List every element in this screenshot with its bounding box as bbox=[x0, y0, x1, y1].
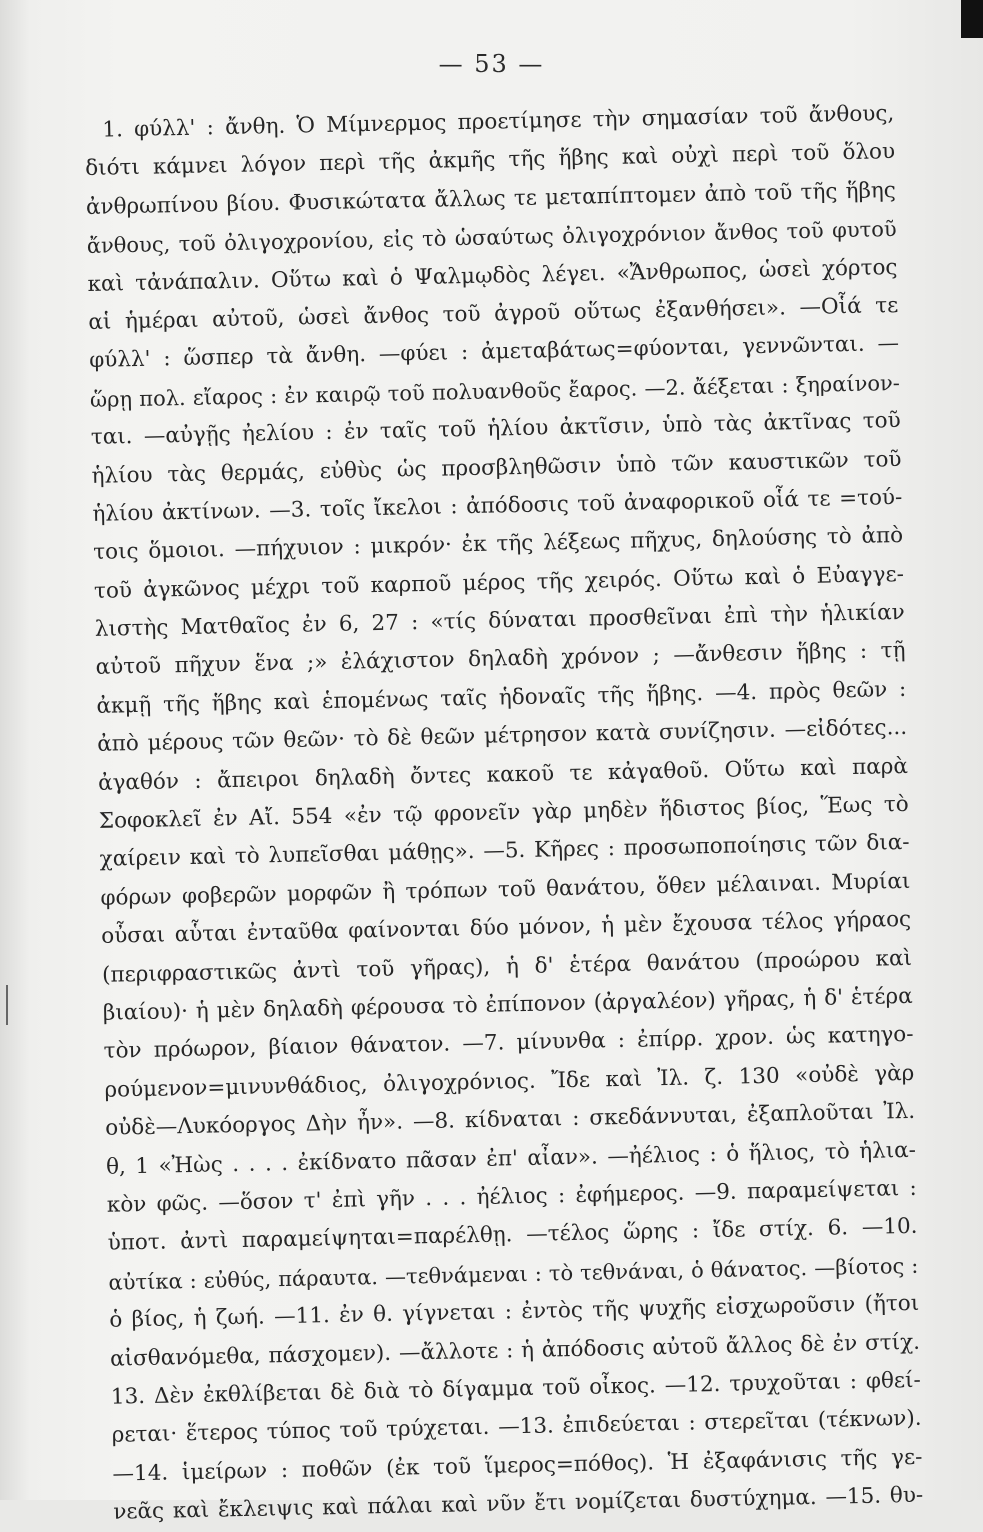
text-line: αὐτίκα : εὐθύς, πάραυτα. —τεθνάμεναι : τὸ τεθνάναι, ὁ θάνατος. —βίοτος : bbox=[108, 1253, 919, 1295]
page-number: — 53 — bbox=[438, 50, 545, 78]
text-line: ἀπὸ μέρους τῶν θεῶν· τὸ δὲ θεῶν μέτρησον κατὰ συνίζησιν. —εἰδότες... bbox=[96, 715, 908, 758]
text-line: ἡλίου τὰς θερμάς, εὐθὺς ὡς προσβληθῶσιν ὑπὸ τῶν καυστικῶν τοῦ bbox=[91, 446, 902, 489]
text-line: τὸν πρόωρον, βίαιον θάνατον. —7. μίνυνθα : ἐπίρρ. χρον. ὡς κατηγο- bbox=[103, 1022, 914, 1065]
text-line: αὐτοῦ πῆχυν ἕνα ;» ἐλάχιστον δηλαδὴ χρόνον ; —ἄνθεσιν ἥβης : τῇ bbox=[95, 638, 906, 681]
text-line: κὸν φῶς. —ὅσον τ' ἐπὶ γῆν . . . ἠέλιος : ἐφήμερος. —9. παραμείψεται : bbox=[106, 1175, 917, 1218]
text-line: τοῦ ἀγκῶνος μέχρι τοῦ καρποῦ μέρος τῆς χειρός. Οὕτω καὶ ὁ Εὐαγγε- bbox=[93, 561, 905, 604]
text-line: οὖσαι αὗται ἐνταῦθα φαίνονται δύο μόνον, ἡ μὲν ἔχουσα τέλος γήραος bbox=[101, 907, 912, 950]
text-line: ἀκμῇ τῆς ἥβης καὶ ἑπομένως ταῖς ἡδοναῖς τῆς ἥβης. —4. πρὸς θεῶν : bbox=[96, 676, 907, 719]
text-line: 1. φύλλ' : ἄνθη. Ὁ Μίμνερμος προετίμησε τὴν σημασίαν τοῦ ἄνθους, bbox=[102, 101, 895, 143]
text-line: αἱ ἡμέραι αὐτοῦ, ὡσεὶ ἄνθος τοῦ ἀγροῦ οὕτως ἐξανθήσει». —Οἷά τε bbox=[88, 292, 899, 335]
text-line: καὶ τἀνάπαλιν. Οὕτω καὶ ὁ Ψαλμῳδὸς λέγει. «Ἄνθρωπος, ὡσεὶ χόρτος bbox=[87, 254, 898, 297]
text-line: οὐδὲ—Λυκόοργος Δὴν ἦν». —8. κίδναται : σκεδάννυται, ἐξαπλοῦται Ἰλ. bbox=[105, 1098, 916, 1141]
text-line: ἀνθρωπίνου βίου. Φυσικώτατα ἄλλως τε μεταπίπτομεν ἀπὸ τοῦ τῆς ἥβης bbox=[85, 177, 897, 220]
text-line: θ, 1 «Ἠὼς . . . . ἐκίδνατο πᾶσαν ἐπ' αἶαν». —ἠέλιος : ὁ ἥλιος, τὸ ἡλια- bbox=[105, 1137, 917, 1180]
text-line: φόρων φοβερῶν μορφῶν ἢ τρόπων τοῦ θανάτου, ὅθεν μέλαιναι. Μυρίαι bbox=[100, 868, 911, 911]
margin-mark bbox=[6, 985, 8, 1025]
text-line: ρούμενον=μινυνθάδιος, ὀλιγοχρόνιος. Ἴδε καὶ Ἰλ. ζ. 130 «οὐδὲ γὰρ bbox=[104, 1060, 915, 1103]
text-line: νεᾶς καὶ ἔκλειψις καὶ πάλαι καὶ νῦν ἔτι νομίζεται δυστύχημα. —15. θυ- bbox=[113, 1482, 924, 1525]
text-line: βιαίου)· ἡ μὲν δηλαδὴ φέρουσα τὸ ἐπίπονον (ἀργαλέον) γῆρας, ἡ δ' ἑτέρα bbox=[102, 983, 913, 1026]
text-line: ἡλίου ἀκτίνων. —3. τοῖς ἴκελοι : ἀπόδοσις τοῦ ἀναφορικοῦ οἷά τε =τού- bbox=[92, 484, 903, 527]
text-line: Σοφοκλεῖ ἐν Αἴ. 554 «ἐν τῷ φρονεῖν γὰρ μηδὲν ἥδιστος βίος, Ἕως τὸ bbox=[98, 791, 909, 834]
scan-edge-mark bbox=[961, 0, 983, 38]
text-line: ἀγαθόν : ἄπειροι δηλαδὴ ὄντες κακοῦ τε κἀγαθοῦ. Οὕτω καὶ παρὰ bbox=[97, 753, 909, 796]
text-line: —14. ἱμείρων : ποθῶν (ἐκ τοῦ ἵμερος=πόθος). Ἡ ἐξαφάνισις τῆς γε- bbox=[112, 1444, 923, 1487]
text-line: ὁ βίος, ἡ ζωή. —11. ἐν θ. γίγνεται : ἐντὸς τῆς ψυχῆς εἰσχωροῦσιν (ἤτοι bbox=[109, 1290, 920, 1333]
text-line: ἄνθους, τοῦ ὀλιγοχρονίου, εἰς τὸ ὡσαύτως ὀλιγοχρόνιον ἄνθος τοῦ φυτοῦ bbox=[86, 217, 897, 259]
text-line: λιστὴς Ματθαῖος ἐν 6, 27 : «τίς δύναται προσθεῖναι ἐπὶ τὴν ἡλικίαν bbox=[94, 600, 905, 642]
text-line: τοις ὅμοιοι. —πήχυιον : μικρόν· ἐκ τῆς λέξεως πῆχυς, δηλούσης τὸ ἀπὸ bbox=[92, 523, 904, 566]
text-line: φύλλ' : ὥσπερ τὰ ἄνθη. —φύει : ἀμεταβάτως=φύονται, γεννῶνται. — bbox=[88, 331, 900, 374]
text-line: (περιφραστικῶς ἀντὶ τοῦ γῆρας), ἡ δ' ἑτέρα θανάτου (προώρου καὶ bbox=[101, 945, 913, 988]
text-line: ὑποτ. ἀντὶ παραμείψηται=παρέλθῃ. —τέλος ὥρης : ἴδε στίχ. 6. —10. bbox=[107, 1214, 918, 1257]
text-line: ρεται· ἕτερος τύπος τοῦ τρύχεται. —13. ἐπιδεύεται : στερεῖται (τέκνων). bbox=[111, 1406, 922, 1448]
commentary-text bbox=[84, 95, 924, 1532]
text-line: διότι κάμνει λόγον περὶ τῆς ἀκμῆς τῆς ἥβης καὶ οὐχὶ περὶ τοῦ ὅλου bbox=[84, 139, 896, 182]
text-line: αἰσθανόμεθα, πάσχομεν). —ἄλλοτε : ἡ ἀπόδοσις αὐτοῦ ἄλλος δὲ ἐν στίχ. bbox=[109, 1329, 921, 1372]
text-line: ται. —αὐγῇς ἠελίου : ἐν ταῖς τοῦ ἡλίου ἀκτῖσιν, ὑπὸ τὰς ἀκτῖνας τοῦ bbox=[90, 408, 901, 451]
text-line: χαίρειν καὶ τὸ λυπεῖσθαι μάθῃς». —5. Κῆρες : προσωποποίησις τῶν δια- bbox=[99, 830, 910, 873]
text-line: ὥρῃ πολ. εἴαρος : ἐν καιρῷ τοῦ πολυανθοῦς ἔαρος. —2. ἄέξεται : ξηραίνον- bbox=[89, 370, 901, 412]
text-line: 13. Δὲν ἐκθλίβεται δὲ διὰ τὸ δίγαμμα τοῦ οἶκος. —12. τρυχοῦται : φθεί- bbox=[110, 1367, 922, 1410]
